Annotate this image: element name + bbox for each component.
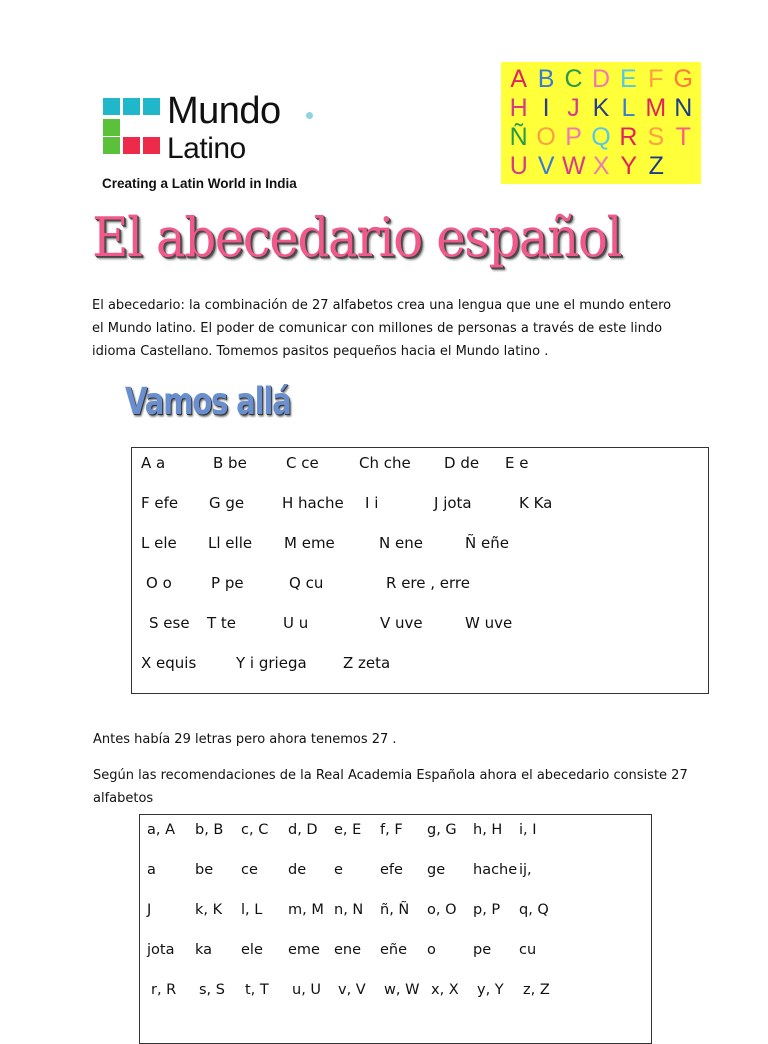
alphabet-table-old-cell: I i bbox=[365, 494, 379, 512]
alphabet-table-new-cell: be bbox=[195, 862, 214, 878]
mundo-latino-logo bbox=[100, 92, 330, 192]
alphabet-table-old-cell: Y i griega bbox=[236, 654, 307, 672]
alphabet-card-letter: P bbox=[565, 123, 582, 151]
alphabet-table-old-cell: U u bbox=[283, 614, 309, 632]
alphabet-card-letter: G bbox=[673, 65, 693, 93]
intro-line: el Mundo latino. El poder de comunicar con millones de personas a través de este lindo bbox=[92, 321, 663, 336]
alphabet-table-old-cell: J jota bbox=[434, 494, 472, 512]
alphabet-card-letter: U bbox=[509, 152, 528, 180]
alphabet-table-new-cell: cu bbox=[519, 942, 537, 958]
section-subtitle: Vamos allá bbox=[125, 380, 291, 424]
alphabet-table-new-cell: v, V bbox=[338, 982, 366, 998]
alphabet-table-new-cell: p, P bbox=[473, 902, 501, 918]
alphabet-table-new-cell: e bbox=[334, 862, 343, 878]
alphabet-card-row bbox=[505, 65, 697, 94]
alphabet-table-new-cell: a, A bbox=[147, 822, 176, 838]
alphabet-table-new-cell: l, L bbox=[241, 902, 263, 918]
alphabet-card-letter: E bbox=[620, 65, 637, 93]
alphabet-table-new-cell: o bbox=[427, 942, 436, 958]
alphabet-table-old-cell: Z zeta bbox=[343, 654, 391, 672]
alphabet-table-old-cell: B be bbox=[213, 454, 247, 472]
alphabet-table-new bbox=[139, 814, 652, 1044]
intro-paragraph bbox=[92, 294, 682, 363]
alphabet-table-old bbox=[131, 447, 709, 694]
alphabet-table-old-cell: Q cu bbox=[289, 574, 324, 592]
alphabet-table-new-cell: s, S bbox=[199, 982, 225, 998]
alphabet-card-row bbox=[505, 123, 697, 152]
alphabet-table-new-cell: x, X bbox=[431, 982, 459, 998]
logo-dot bbox=[306, 112, 313, 119]
alphabet-card-letter: D bbox=[591, 65, 610, 93]
alphabet-card-letter: W bbox=[561, 152, 586, 180]
alphabet-card-letter: Z bbox=[648, 152, 664, 180]
alphabet-table-old-cell: T te bbox=[207, 614, 237, 632]
logo-word-mundo: Mundo bbox=[167, 90, 281, 132]
alphabet-table-old-cell: D de bbox=[444, 454, 480, 472]
alphabet-table-new-cell: ele bbox=[241, 942, 263, 958]
alphabet-table-new-cell: ene bbox=[334, 942, 362, 958]
alphabet-table-old-cell: Ñ eñe bbox=[465, 534, 509, 552]
alphabet-table-new-cell: a bbox=[147, 862, 156, 878]
alphabet-card-letter: N bbox=[674, 94, 693, 122]
alphabet-card-letter: X bbox=[592, 152, 610, 180]
alphabet-table-old-cell: S ese bbox=[149, 614, 190, 632]
page-title: El abecedario español bbox=[92, 206, 621, 269]
alphabet-table-new-cell: r, R bbox=[151, 982, 177, 998]
alphabet-table-new-cell: ge bbox=[427, 862, 446, 878]
alphabet-card-letter: J bbox=[567, 94, 580, 122]
alphabet-table-old-cell: W uve bbox=[465, 614, 513, 632]
logo-word-latino: Latino bbox=[167, 132, 246, 165]
logo-square-green bbox=[103, 119, 120, 136]
alphabet-table-old-cell: O o bbox=[146, 574, 172, 592]
alphabet-card-letter: Q bbox=[591, 123, 611, 151]
alphabet-card-letter: V bbox=[537, 152, 555, 180]
alphabet-card-letter: M bbox=[645, 94, 667, 122]
alphabet-table-old-cell: F efe bbox=[141, 494, 179, 512]
logo-square-red bbox=[123, 137, 140, 154]
alphabet-table-new-cell: ka bbox=[195, 942, 213, 958]
alphabet-table-new-cell: z, Z bbox=[523, 982, 550, 998]
alphabet-card-letter: C bbox=[564, 65, 583, 93]
alphabet-table-new-cell: hache bbox=[473, 862, 518, 878]
alphabet-table-new-cell: ce bbox=[241, 862, 258, 878]
alphabet-table-new-cell: q, Q bbox=[519, 902, 549, 918]
alphabet-card-letter: O bbox=[536, 123, 556, 151]
alphabet-table-old-cell: Ch che bbox=[359, 454, 411, 472]
alphabet-card-letter: H bbox=[509, 94, 528, 122]
alphabet-table-new-cell: b, B bbox=[195, 822, 224, 838]
alphabet-table-new-cell: eme bbox=[288, 942, 320, 958]
alphabet-table-new-cell: eñe bbox=[380, 942, 408, 958]
alphabet-card-letter: S bbox=[647, 123, 665, 151]
alphabet-table-old-cell: L ele bbox=[141, 534, 177, 552]
alphabet-table-old-cell: V uve bbox=[380, 614, 423, 632]
alphabet-table-old-cell: H hache bbox=[282, 494, 344, 512]
alphabet-card-image bbox=[501, 62, 701, 184]
alphabet-card-row bbox=[505, 94, 697, 123]
alphabet-table-new-cell: u, U bbox=[292, 982, 322, 998]
alphabet-table-new-cell: i, I bbox=[519, 822, 537, 838]
alphabet-table-new-cell: ñ, Ñ bbox=[380, 902, 410, 918]
alphabet-card-letter: Y bbox=[620, 152, 638, 180]
alphabet-table-new-cell: de bbox=[288, 862, 307, 878]
alphabet-table-old-cell: E e bbox=[505, 454, 529, 472]
alphabet-table-old-cell: N ene bbox=[379, 534, 423, 552]
rae-line: Según las recomendaciones de la Real Academia Española ahora el abecedario consiste 27 bbox=[93, 768, 688, 783]
alphabet-card-letter: A bbox=[510, 65, 528, 93]
logo-square-teal bbox=[123, 98, 140, 115]
alphabet-table-new-cell: pe bbox=[473, 942, 492, 958]
alphabet-table-new-cell: d, D bbox=[288, 822, 318, 838]
alphabet-table-new-cell: n, N bbox=[334, 902, 364, 918]
alphabet-table-new-cell: efe bbox=[380, 862, 403, 878]
alphabet-table-new-cell: ij, bbox=[519, 862, 532, 878]
alphabet-table-old-cell: M eme bbox=[284, 534, 335, 552]
alphabet-card-letter: I bbox=[542, 94, 550, 122]
alphabet-table-new-cell: m, M bbox=[288, 902, 324, 918]
alphabet-card-letter: T bbox=[675, 123, 691, 151]
alphabet-card-letter: L bbox=[621, 94, 636, 122]
alphabet-card-letter: R bbox=[619, 123, 638, 151]
alphabet-table-new-cell: c, C bbox=[241, 822, 269, 838]
logo-square-green bbox=[103, 137, 120, 154]
logo-tagline: Creating a Latin World in India bbox=[102, 176, 297, 191]
alphabet-card-letter: B bbox=[537, 65, 555, 93]
alphabet-table-new-cell: jota bbox=[147, 942, 175, 958]
intro-line: El abecedario: la combinación de 27 alfabetos crea una lengua que une el mundo entero bbox=[92, 298, 672, 313]
alphabet-table-old-cell: G ge bbox=[209, 494, 245, 512]
alphabet-table-old-cell: A a bbox=[141, 454, 166, 472]
alphabet-card-letter: Ñ bbox=[509, 123, 528, 151]
alphabet-table-old-cell: R ere , erre bbox=[386, 574, 470, 592]
logo-square-teal bbox=[103, 98, 120, 115]
alphabet-table-new-cell: g, G bbox=[427, 822, 457, 838]
alphabet-table-new-cell: t, T bbox=[245, 982, 269, 998]
alphabet-table-old-cell: Ll elle bbox=[208, 534, 253, 552]
logo-square-red bbox=[143, 137, 160, 154]
alphabet-table-new-cell: o, O bbox=[427, 902, 457, 918]
rae-recommendation-text bbox=[93, 764, 693, 810]
alphabet-table-new-cell: y, Y bbox=[477, 982, 504, 998]
alphabet-table-new-cell: f, F bbox=[380, 822, 403, 838]
intro-line: idioma Castellano. Tomemos pasitos pequeños hacia el Mundo latino . bbox=[92, 344, 549, 359]
alphabet-table-new-cell: J bbox=[147, 902, 152, 918]
alphabet-card-letter: F bbox=[648, 65, 664, 93]
alphabet-table-new-cell: w, W bbox=[384, 982, 420, 998]
alphabet-table-old-cell: K Ka bbox=[519, 494, 553, 512]
logo-square-teal bbox=[143, 98, 160, 115]
alphabet-table-old-cell: P pe bbox=[211, 574, 244, 592]
alphabet-table-new-cell: h, H bbox=[473, 822, 503, 838]
alphabet-table-new-cell: k, K bbox=[195, 902, 223, 918]
alphabet-table-new-cell: e, E bbox=[334, 822, 362, 838]
before-text: Antes había 29 letras pero ahora tenemos 27 . bbox=[93, 732, 397, 747]
alphabet-card-letter: K bbox=[592, 94, 610, 122]
rae-line: alfabetos bbox=[93, 791, 154, 806]
alphabet-card-row bbox=[505, 152, 697, 181]
alphabet-table-old-cell: C ce bbox=[286, 454, 319, 472]
alphabet-table-old-cell: X equis bbox=[141, 654, 197, 672]
